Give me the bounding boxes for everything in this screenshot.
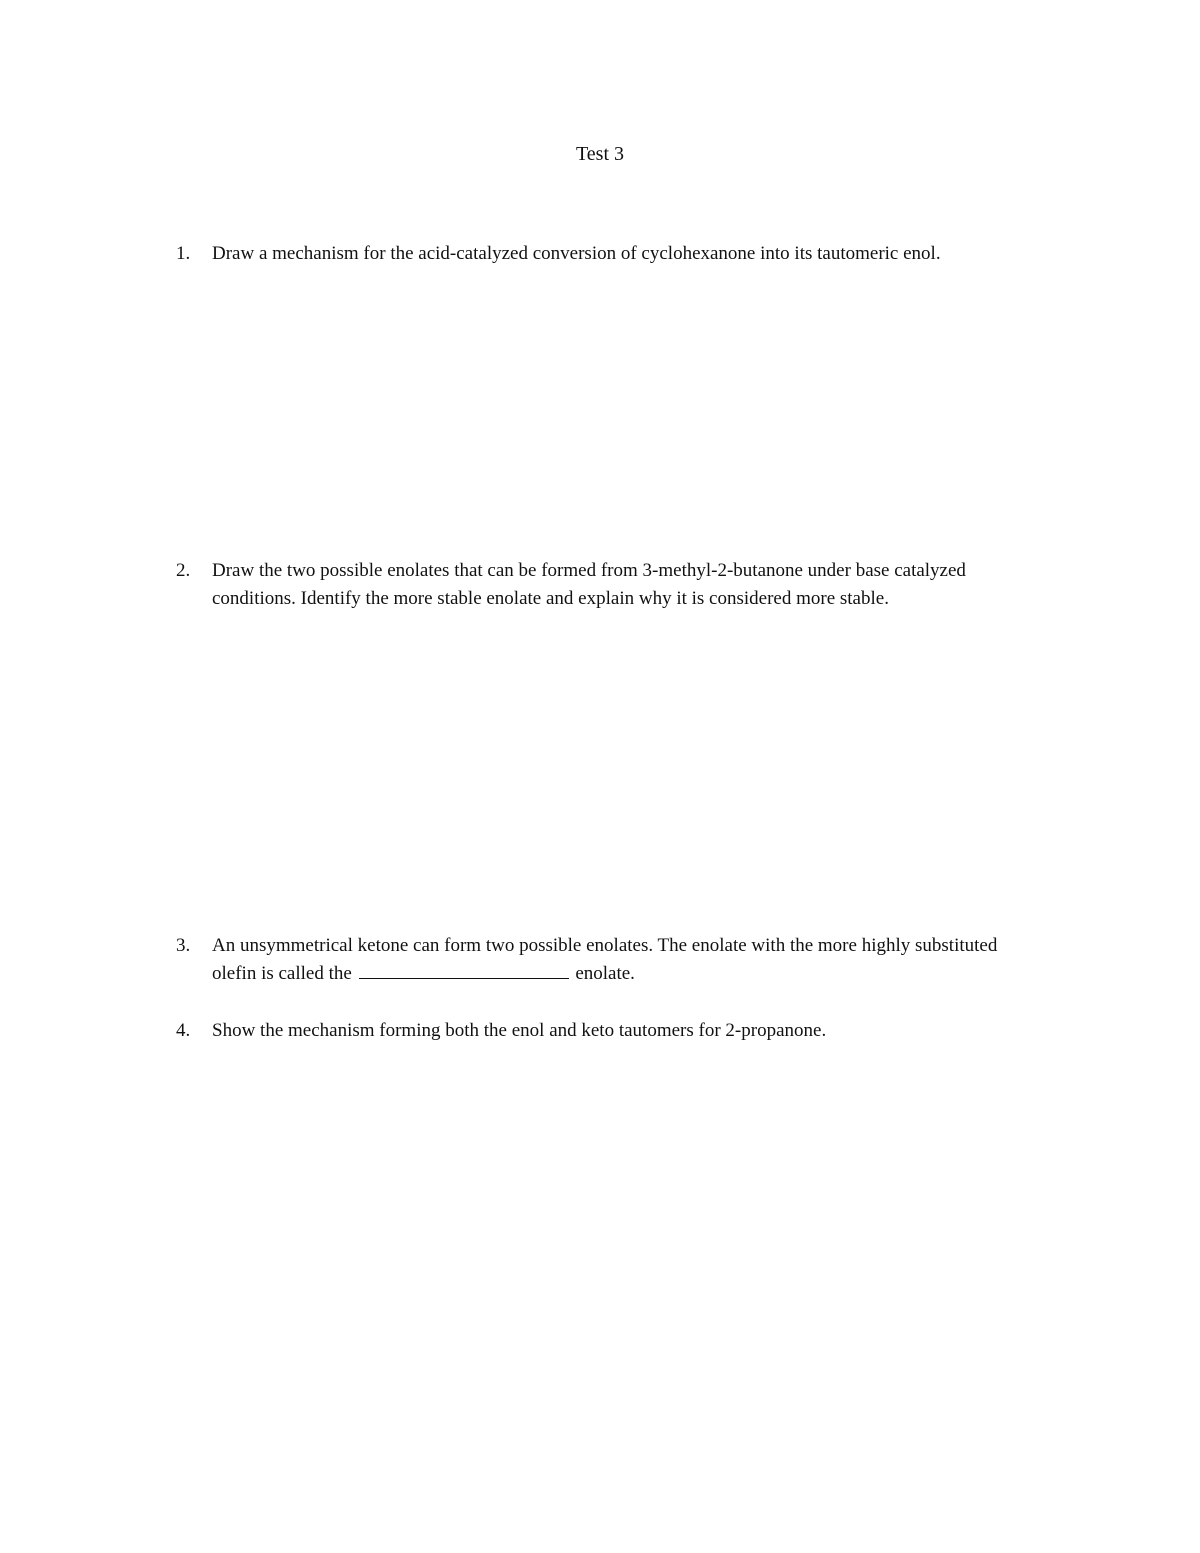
fill-in-blank[interactable]	[359, 960, 569, 979]
question-3	[176, 932, 1036, 988]
question-number: 3.	[176, 935, 191, 956]
question-4	[176, 1017, 1036, 1045]
question-text-before-blank: An unsymmetrical ketone can form two possible enolates. The enolate with the more highly substituted olefin is called the	[212, 935, 998, 984]
question-text: Draw the two possible enolates that can be formed from 3-methyl-2-butanone under base catalyzed conditions. Identify the more stable enolate and explain why it is considered more stable.	[212, 560, 966, 609]
question-text: Draw a mechanism for the acid-catalyzed conversion of cyclohexanone into its tautomeric enol.	[212, 243, 941, 264]
question-text	[212, 932, 1036, 988]
question-number: 1.	[176, 243, 191, 264]
question-number: 2.	[176, 560, 191, 581]
question-text: Show the mechanism forming both the enol and keto tautomers for 2-propanone.	[212, 1020, 827, 1041]
question-1	[176, 240, 1036, 268]
question-2	[176, 557, 1036, 613]
question-text-after-blank: enolate.	[575, 963, 635, 984]
question-number: 4.	[176, 1020, 191, 1041]
page-title: Test 3	[575, 143, 625, 165]
